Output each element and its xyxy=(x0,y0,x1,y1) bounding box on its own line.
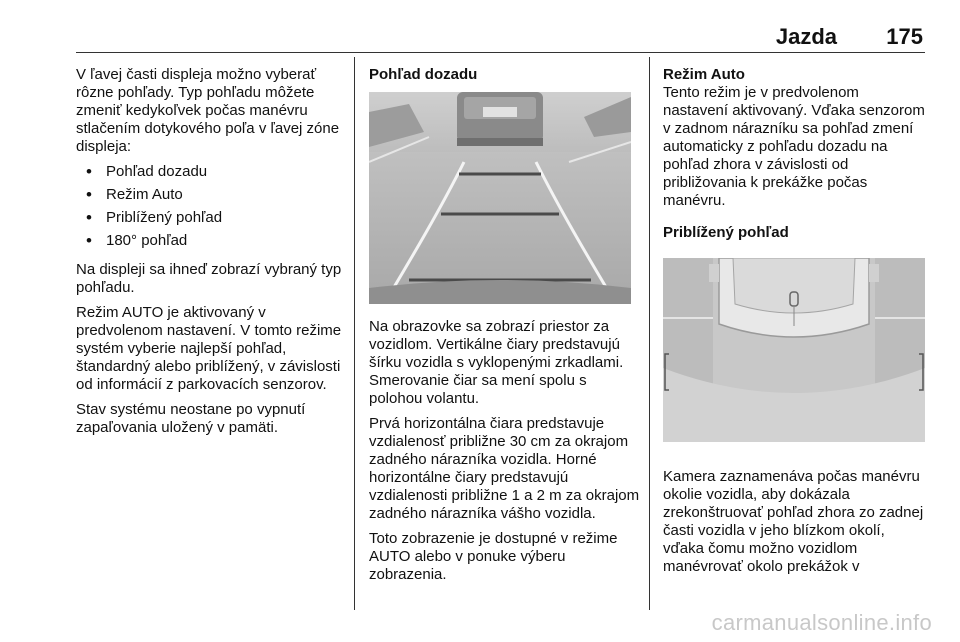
column-divider-1 xyxy=(354,57,355,610)
rear-view-camera-image xyxy=(369,92,631,304)
list-item: • Režim Auto xyxy=(76,186,348,209)
section-heading: Pohľad dozadu xyxy=(369,66,478,83)
paragraph: Tento režim je v predvolenom nastavení aktivovaný. Vďaka senzorom v zadnom nárazníku sa pohľad zmení automaticky z pohľadu dozadu na pohľad zhora v závislosti od približovania k prekážke počas manévru. xyxy=(663,84,925,209)
list-item: • Priblížený pohľad xyxy=(76,209,348,232)
paragraph: Prvá horizontálna čiara predstavuje vzdialenosť približne 30 cm za okrajom zadného nárazníka vozidla. Horné horizontálne čiary predstavujú vzdialenosti približne 1 a 2 m za okrajom zadného nárazníka vášho vozidla. xyxy=(369,415,640,522)
zoomed-view-camera-image xyxy=(663,258,925,442)
section-heading: Priblížený pohľad xyxy=(663,224,789,241)
column-3 xyxy=(663,66,925,583)
column-divider-2 xyxy=(649,57,650,610)
section-heading: Režim Auto xyxy=(663,66,745,83)
column-2 xyxy=(369,66,641,591)
rear-camera-illustration xyxy=(369,92,631,304)
list-item: • 180° pohľad xyxy=(76,232,348,255)
page-header xyxy=(76,24,925,50)
top-view-illustration xyxy=(663,258,925,442)
list-item: • Pohľad dozadu xyxy=(76,163,348,186)
paragraph: Toto zobrazenie je dostupné v režime AUTO alebo v ponuke výberu zobrazenia. xyxy=(369,530,618,583)
view-type-list xyxy=(76,163,348,255)
watermark: carmanualsonline.info xyxy=(711,610,932,635)
column-1 xyxy=(76,66,348,444)
section-title: Jazda xyxy=(775,24,837,49)
intro-paragraph: V ľavej časti displeja možno vyberať rôzne pohľady. Typ pohľadu môžete zmeniť kedykoľvek počas manévru stlačením dotykového poľa v ľavej zóne displeja: xyxy=(76,66,340,155)
page-number: 175 xyxy=(886,24,923,49)
paragraph: Režim AUTO je aktivovaný v predvolenom nastavení. V tomto režime systém vyberie najlepší pohľad, štandardný alebo priblížený, v závislosti od informácií z parkovacích senzorov. xyxy=(76,304,342,393)
paragraph: Na obrazovke sa zobrazí priestor za vozidlom. Vertikálne čiary predstavujú šírku vozidla s vyklopenými zrkadlami. Smerovanie čiar sa mení spolu s polohou volantu. xyxy=(369,318,624,407)
paragraph: Na displeji sa ihneď zobrazí vybraný typ pohľadu. xyxy=(76,261,342,296)
header-divider xyxy=(76,52,925,53)
paragraph: Stav systému neostane po vypnutí zapaľovania uložený v pamäti. xyxy=(76,401,306,436)
paragraph: Kamera zaznamenáva počas manévru okolie vozidla, aby dokázala zrekonštruovať pohľad zhora zo zadnej časti vozidla v jeho blízkom okolí, vďaka čomu možno vozidlom manévrovať okolo prekážok v xyxy=(663,468,924,575)
